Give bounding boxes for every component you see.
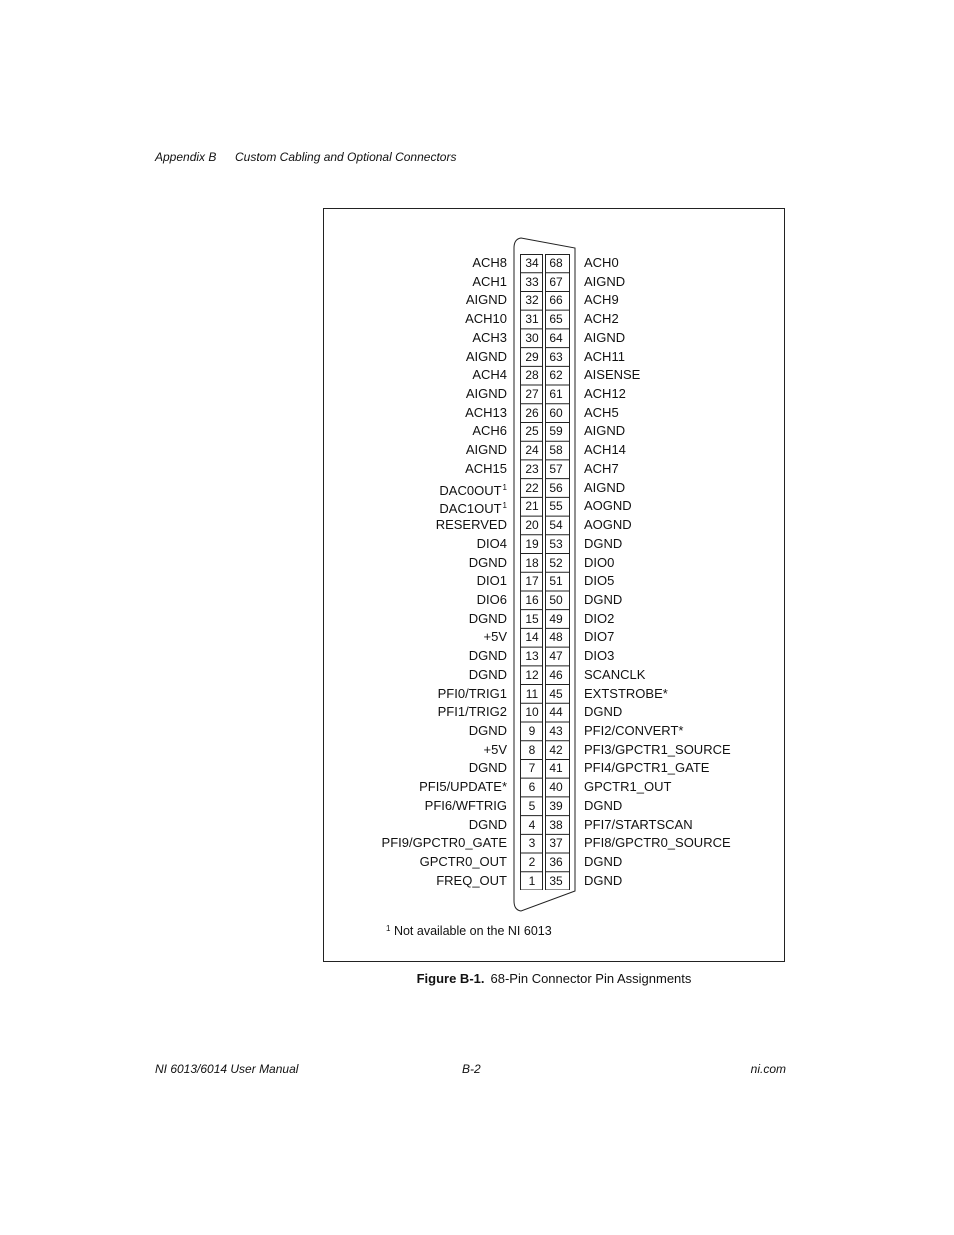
signal-label-right: DIO3 xyxy=(584,648,615,664)
pin-number-right: 43 xyxy=(549,724,563,738)
signal-label-text: DAC1OUT xyxy=(439,501,502,517)
signal-label-right: DGND xyxy=(584,872,623,888)
figure-number: Figure B-1. xyxy=(416,971,485,986)
pin-number-left: 14 xyxy=(525,630,539,645)
pin-number-left: 27 xyxy=(525,387,539,402)
pin-number-right: 47 xyxy=(549,649,563,664)
signal-label-right: DGND xyxy=(584,591,623,607)
signal-label-right: DIO5 xyxy=(584,573,615,589)
signal-label-left: ACH15 xyxy=(465,460,507,476)
signal-label-left xyxy=(439,498,507,517)
signal-label-left: PFI9/GPCTR0_GATE xyxy=(381,835,507,851)
signal-label-right: DGND xyxy=(584,854,623,870)
signal-label-left: AIGND xyxy=(465,292,507,308)
footer-website: ni.com xyxy=(750,1062,786,1076)
pin-number-right: 66 xyxy=(549,293,563,308)
signal-label-left: DGND xyxy=(468,723,507,738)
pin-number-right: 41 xyxy=(549,761,563,776)
pin-number-left: 17 xyxy=(525,574,539,589)
signal-label-left: ACH4 xyxy=(472,367,507,383)
pin-number-right: 49 xyxy=(549,611,563,626)
pin-number-left: 34 xyxy=(525,256,539,270)
footnote-marker: 1 xyxy=(386,924,391,933)
signal-label-left: +5V xyxy=(483,741,507,757)
pin-number-left: 4 xyxy=(528,817,536,832)
pin-number-right: 51 xyxy=(549,574,563,589)
figure-caption xyxy=(323,971,785,986)
pin-number-right: 56 xyxy=(549,480,563,495)
pin-number-right: 68 xyxy=(549,256,563,270)
pin-number-right: 35 xyxy=(549,873,563,888)
signal-label-right: DIO0 xyxy=(584,554,615,570)
figure-title: 68-Pin Connector Pin Assignments xyxy=(490,971,692,986)
signal-label-right: PFI7/STARTSCAN xyxy=(584,816,693,832)
pin-number-left: 12 xyxy=(525,667,539,682)
pin-number-right: 38 xyxy=(549,817,563,832)
signal-label-left: DIO4 xyxy=(476,535,507,551)
pin-number-left: 8 xyxy=(528,742,536,757)
pin-number-left: 9 xyxy=(528,724,536,738)
signal-label-right: PFI3/GPCTR1_SOURCE xyxy=(584,741,731,757)
signal-label-left: DGND xyxy=(468,760,507,776)
pin-number-right: 37 xyxy=(549,836,563,851)
signal-label-left: ACH1 xyxy=(472,273,507,289)
pin-number-left: 15 xyxy=(525,611,539,626)
pin-number-right: 61 xyxy=(549,387,563,402)
header-title: Custom Cabling and Optional Connectors xyxy=(235,150,457,164)
signal-label-left: DGND xyxy=(468,610,507,626)
signal-label-right: EXTSTROBE* xyxy=(584,685,668,701)
pin-number-left: 25 xyxy=(525,424,539,439)
signal-label-left: FREQ_OUT xyxy=(436,872,507,888)
pin-number-right: 65 xyxy=(549,312,563,327)
signal-label-right: AIGND xyxy=(584,479,626,495)
signal-label-right: ACH11 xyxy=(584,348,625,364)
signal-label-left: AIGND xyxy=(465,386,507,402)
header-section: Appendix B xyxy=(155,150,217,164)
pin-number-left: 31 xyxy=(525,312,539,327)
signal-label-left: PFI1/TRIG2 xyxy=(437,704,507,720)
footer-page-number: B-2 xyxy=(462,1062,481,1076)
signal-label-right: DGND xyxy=(584,535,623,551)
pin-number-right: 52 xyxy=(549,555,563,570)
signal-label-left: DIO6 xyxy=(476,591,507,607)
pin-number-right: 62 xyxy=(549,368,563,383)
signal-label-right: DGND xyxy=(584,797,623,813)
signal-label-right: AOGND xyxy=(584,517,632,533)
pin-number-right: 42 xyxy=(549,742,563,757)
pin-number-right: 58 xyxy=(549,443,563,458)
signal-label-left: PFI6/WFTRIG xyxy=(424,797,507,813)
signal-label-right: AISENSE xyxy=(584,367,641,383)
signal-label-left: DIO1 xyxy=(476,573,507,589)
pin-number-left: 6 xyxy=(528,780,536,795)
pin-number-right: 57 xyxy=(549,461,563,476)
pin-number-left: 11 xyxy=(525,686,539,701)
pin-number-left: 13 xyxy=(525,649,539,664)
pin-number-right: 54 xyxy=(549,518,563,533)
signal-label-text: DAC0OUT xyxy=(439,482,502,498)
signal-label-right: PFI2/CONVERT* xyxy=(584,723,684,738)
signal-label-left: DGND xyxy=(468,816,507,832)
pin-number-left: 7 xyxy=(528,761,536,776)
signal-label-right: PFI4/GPCTR1_GATE xyxy=(584,760,710,776)
pin-number-left: 5 xyxy=(528,798,536,813)
pin-number-right: 55 xyxy=(549,499,563,514)
pin-number-right: 39 xyxy=(549,798,563,813)
pin-number-left: 3 xyxy=(528,836,536,851)
footer-manual-title: NI 6013/6014 User Manual xyxy=(155,1062,299,1076)
signal-label-left: ACH10 xyxy=(465,311,507,327)
pin-number-left: 1 xyxy=(528,873,536,888)
signal-label-left: ACH6 xyxy=(472,423,507,439)
pin-number-left: 18 xyxy=(525,555,539,570)
signal-label-right: PFI8/GPCTR0_SOURCE xyxy=(584,835,731,851)
signal-label-right: ACH7 xyxy=(584,460,619,476)
pin-number-left: 22 xyxy=(525,480,539,495)
signal-label-right: GPCTR1_OUT xyxy=(584,779,672,795)
signal-label-left xyxy=(439,480,507,499)
footnote-ref: 1 xyxy=(502,501,507,511)
pin-number-right: 44 xyxy=(549,705,563,720)
signal-label-left: PFI5/UPDATE* xyxy=(419,779,507,795)
signal-label-right: AIGND xyxy=(584,329,626,345)
signal-label-right: AIGND xyxy=(584,273,626,289)
pin-number-right: 59 xyxy=(549,424,563,439)
pin-number-right: 64 xyxy=(549,330,563,345)
pin-number-left: 21 xyxy=(525,499,539,514)
signal-label-left: DGND xyxy=(468,648,507,664)
pin-number-left: 10 xyxy=(525,705,539,720)
pin-number-left: 24 xyxy=(525,443,539,458)
signal-label-right: ACH0 xyxy=(584,255,619,270)
signal-label-left: AIGND xyxy=(465,348,507,364)
signal-label-right: AOGND xyxy=(584,498,632,514)
pin-number-right: 46 xyxy=(549,667,563,682)
pin-number-left: 33 xyxy=(525,274,539,289)
signal-label-left: +5V xyxy=(483,629,507,645)
signal-label-right: DGND xyxy=(584,704,623,720)
signal-label-left: ACH3 xyxy=(472,329,507,345)
signal-label-right: DIO7 xyxy=(584,629,615,645)
pin-number-left: 29 xyxy=(525,349,539,364)
pin-number-left: 19 xyxy=(525,536,539,551)
pin-number-left: 2 xyxy=(528,855,536,870)
figure-footnote xyxy=(386,924,552,938)
pin-number-right: 48 xyxy=(549,630,563,645)
pin-number-right: 45 xyxy=(549,686,563,701)
signal-label-left: GPCTR0_OUT xyxy=(419,854,507,870)
pin-number-left: 16 xyxy=(525,592,539,607)
pin-number-right: 63 xyxy=(549,349,563,364)
signal-label-left: PFI0/TRIG1 xyxy=(437,685,507,701)
signal-label-left: DGND xyxy=(468,554,507,570)
pin-number-right: 67 xyxy=(549,274,563,289)
pin-number-right: 40 xyxy=(549,780,563,795)
signal-label-left: ACH13 xyxy=(465,404,507,420)
signal-label-right: ACH14 xyxy=(584,442,626,458)
pin-number-left: 23 xyxy=(525,461,539,476)
signal-label-right: ACH2 xyxy=(584,311,619,327)
pin-number-left: 28 xyxy=(525,368,539,383)
pin-number-right: 50 xyxy=(549,592,563,607)
footnote-text: Not available on the NI 6013 xyxy=(393,924,552,938)
signal-label-left: RESERVED xyxy=(435,517,507,533)
pin-number-right: 36 xyxy=(549,855,563,870)
footnote-ref: 1 xyxy=(502,482,507,492)
signal-label-right: ACH5 xyxy=(584,404,619,420)
pin-number-left: 20 xyxy=(525,518,539,533)
signal-label-left: ACH8 xyxy=(472,255,507,270)
signal-label-right: SCANCLK xyxy=(584,666,646,682)
pin-number-right: 60 xyxy=(549,405,563,420)
signal-label-right: ACH9 xyxy=(584,292,619,308)
pin-number-left: 32 xyxy=(525,293,539,308)
pin-number-left: 30 xyxy=(525,330,539,345)
pin-number-left: 26 xyxy=(525,405,539,420)
signal-label-left: DGND xyxy=(468,666,507,682)
signal-label-right: ACH12 xyxy=(584,386,626,402)
pin-number-right: 53 xyxy=(549,536,563,551)
signal-label-left: AIGND xyxy=(465,442,507,458)
signal-label-right: AIGND xyxy=(584,423,626,439)
signal-label-right: DIO2 xyxy=(584,610,615,626)
